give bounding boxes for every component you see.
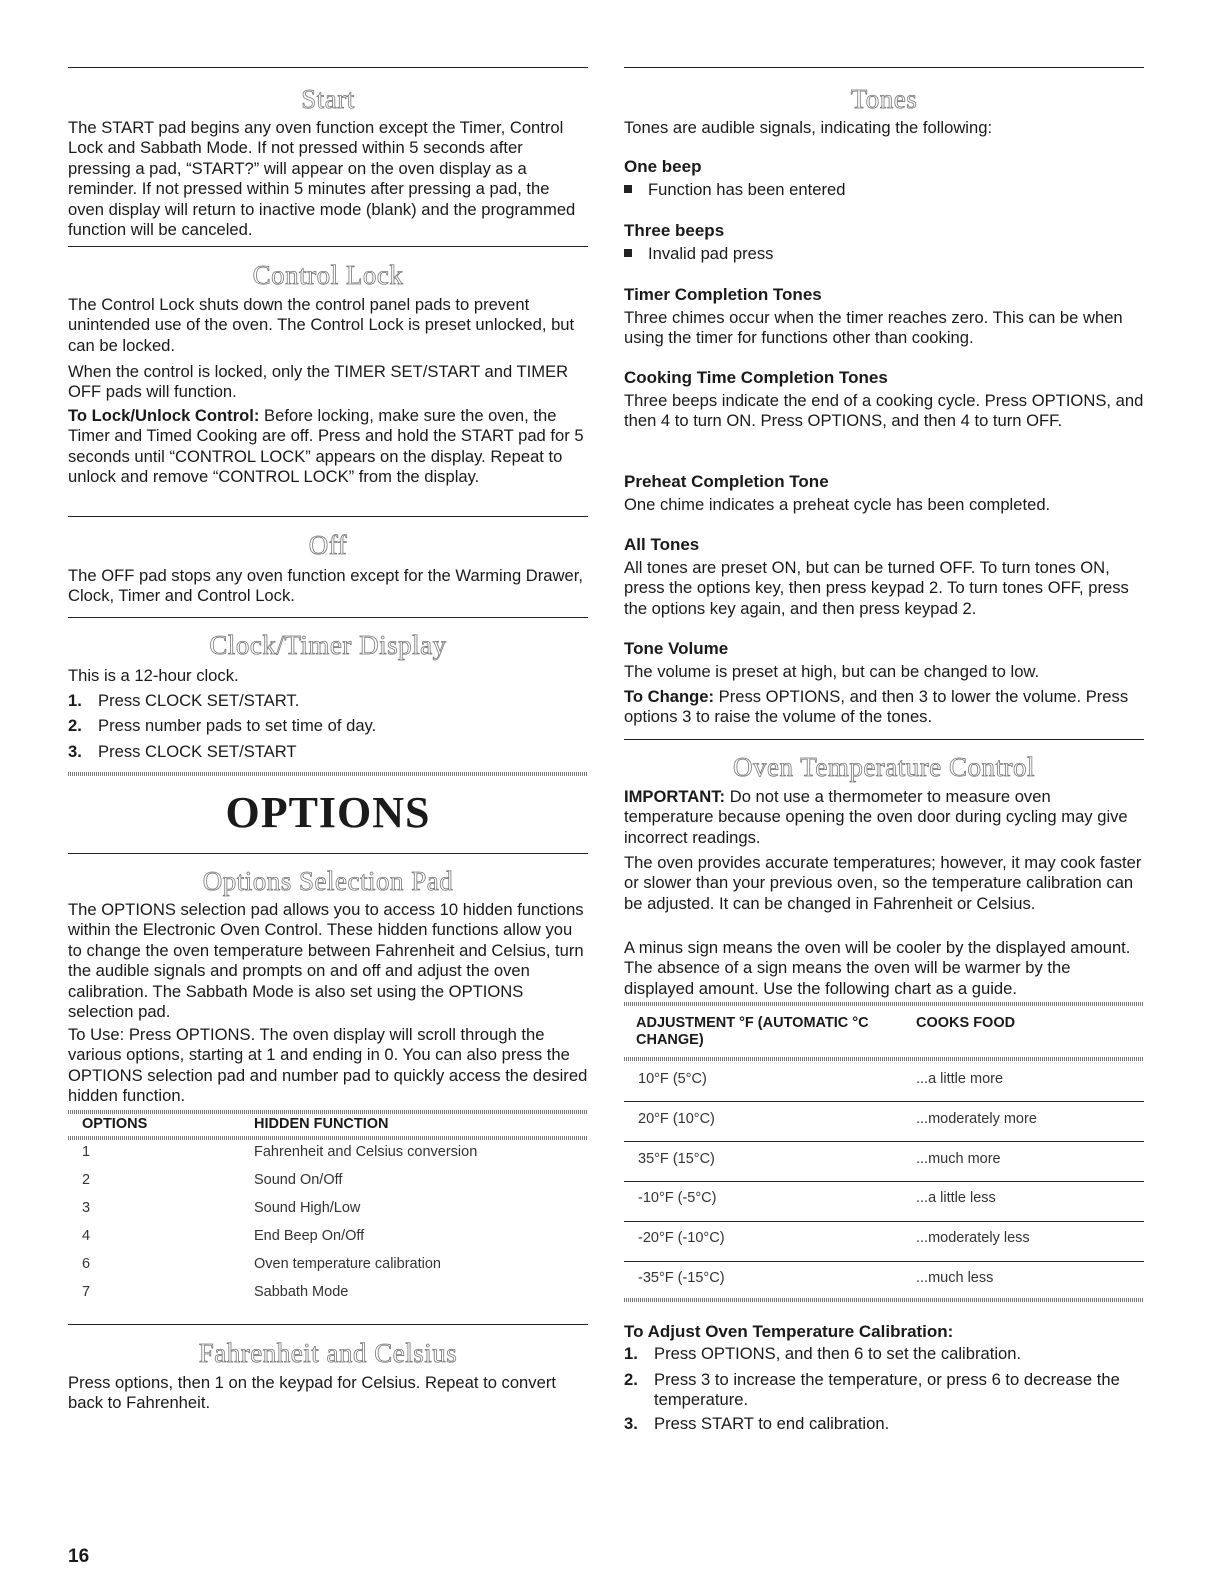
page-number: 16 [68,1546,90,1567]
off-title: Off [308,530,348,560]
temp-row-result: ...a little more [916,1071,1004,1087]
table-row-function: Sound On/Off [254,1172,343,1188]
table-row-function: End Beep On/Off [254,1228,365,1244]
adjust-step-2: 2. Press 3 to increase the temperature, or press 6 to decrease the temperature. [624,1370,1120,1410]
off-body: The OFF pad stops any oven function except for the Warming Drawer, Clock, Timer and Control Lock. [68,566,583,606]
row-divider [624,1181,1144,1182]
tones-intro: Tones are audible signals, indicating the following: [624,118,993,137]
divider [68,246,588,247]
table-row-option: 1 [82,1144,91,1160]
temp-row-adjustment: -20°F (-10°C) [638,1230,725,1246]
important-text: Do not use a thermometer to measure oven temperature because opening the oven door during cycling may give incorrect readings. [624,787,1128,847]
bullet-icon [624,249,632,257]
temp-row-result: ...much less [916,1270,994,1286]
clock-step-1: 1. Press CLOCK SET/START. [68,691,300,710]
temp-row-adjustment: -35°F (-15°C) [638,1270,725,1286]
table-row-option: 3 [82,1200,91,1216]
dotted-divider [624,1057,1144,1061]
volume-heading: Tone Volume [624,639,729,658]
options-pad-title: Options Selection Pad [202,866,454,896]
adjust-step-1: 1. Press OPTIONS, and then 6 to set the calibration. [624,1344,1022,1363]
oven-temp-important [624,787,1144,848]
control-lock-p1: The Control Lock shuts down the control panel pads to prevent unintended use of the oven. The Control Lock is preset unlocked, but can be locked. [68,295,575,355]
divider [624,67,1144,68]
dotted-divider [68,772,588,776]
start-title: Start [301,84,355,114]
clock-step-2: 2. Press number pads to set time of day. [68,716,377,735]
temp-row-result: ...moderately more [916,1111,1037,1127]
all-tones-heading: All Tones [624,535,700,554]
table-row-function: Sabbath Mode [254,1284,349,1300]
oven-temp-title: Oven Temperature Control [732,752,1036,782]
temp-row-result: ...a little less [916,1190,996,1206]
control-lock-label: To Lock/Unlock Control: [68,406,260,425]
row-divider [624,1141,1144,1142]
row-divider [624,1221,1144,1222]
cooks-food-col-header: COOKS FOOD [916,1015,1016,1031]
function-col-header: HIDDEN FUNCTION [254,1116,389,1132]
divider [68,617,588,618]
dotted-divider [624,1298,1144,1302]
options-pad-p1: The OPTIONS selection pad allows you to access 10 hidden functions within the Electronic Oven Control. These hidden functions allow you to change the oven temperature between Fahrenheit and Celsius, turn the audible signals and prompts on and off and adjust the oven calibration. The Sabbath Mode is also set using the OPTIONS selection pad. [68,900,584,1022]
fahrenheit-body: Press options, then 1 on the keypad for Celsius. Repeat to convert back to Fahrenheit. [68,1373,556,1413]
temp-row-adjustment: -10°F (-5°C) [638,1190,717,1206]
divider [68,67,588,68]
row-divider [624,1101,1144,1102]
oven-temp-p3: A minus sign means the oven will be cooler by the displayed amount. The absence of a sign means the oven will be warmer by the displayed amount. Use the following chart as a guide. [624,938,1131,998]
table-row-function: Sound High/Low [254,1200,361,1216]
adjust-heading: To Adjust Oven Temperature Calibration: [624,1322,954,1341]
cooking-heading: Cooking Time Completion Tones [624,368,888,387]
preheat-heading: Preheat Completion Tone [624,472,829,491]
options-pad-p2: To Use: Press OPTIONS. The oven display will scroll through the various options, starting at 1 and ending in 0. You can also press the OPTIONS selection pad and number pad to quickly access the desired hidden function. [68,1025,588,1106]
temp-row-result: ...much more [916,1151,1001,1167]
three-beeps-item: Invalid pad press [624,244,773,264]
temp-row-adjustment: 20°F (10°C) [638,1111,715,1127]
dotted-divider [624,1002,1144,1006]
fahrenheit-title: Fahrenheit and Celsius [198,1338,458,1368]
table-row-option: 6 [82,1256,91,1272]
options-col-header: OPTIONS [82,1116,148,1132]
timer-heading: Timer Completion Tones [624,285,822,304]
divider [68,1324,588,1325]
temp-row-adjustment: 10°F (5°C) [638,1071,707,1087]
volume-change [624,687,1144,728]
dotted-divider [68,1136,588,1140]
volume-body: The volume is preset at high, but can be changed to low. [624,662,1040,681]
bullet-icon [624,185,632,193]
control-lock-p3 [68,406,588,488]
three-beeps-heading: Three beeps [624,221,725,240]
divider [68,516,588,517]
timer-body: Three chimes occur when the timer reaches zero. This can be when using the timer for functions other than cooking. [624,308,1123,348]
table-row-function: Oven temperature calibration [254,1256,441,1272]
clock-intro: This is a 12-hour clock. [68,666,239,685]
all-tones-body: All tones are preset ON, but can be turned OFF. To turn tones ON, press the options key, then press keypad 2. To turn tones OFF, press the options key again, and then press keypad 2. [624,558,1129,618]
cooking-body: Three beeps indicate the end of a cooking cycle. Press OPTIONS, and then 4 to turn ON. Press OPTIONS, and then 4 to turn OFF. [624,391,1144,431]
oven-temp-p2: The oven provides accurate temperatures; however, it may cook faster or slower than your previous oven, so the temperature calibration can be adjusted. It can be changed in Fahrenheit or Celsius. [624,853,1142,913]
table-row-option: 2 [82,1172,91,1188]
control-lock-title: Control Lock [252,260,404,290]
table-row-option: 7 [82,1284,91,1300]
clock-title: Clock/Timer Display [209,630,447,660]
volume-change-text: Press OPTIONS, and then 3 to lower the volume. Press options 3 to raise the volume of the tones. [624,687,1129,727]
control-lock-p2: When the control is locked, only the TIMER SET/START and TIMER OFF pads will function. [68,362,569,402]
important-label: IMPORTANT: [624,787,726,806]
one-beep-heading: One beep [624,157,702,176]
preheat-body: One chime indicates a preheat cycle has been completed. [624,495,1051,514]
table-row-function: Fahrenheit and Celsius conversion [254,1144,478,1160]
one-beep-item: Function has been entered [624,180,845,200]
control-lock-text: Before locking, make sure the oven, the Timer and Timed Cooking are off. Press and hold the START pad for 5 seconds until “CONTROL LOCK” appears on the display. Repeat to unlock and remove “CONTROL LOCK” from the display. [68,406,584,487]
temp-row-result: ...moderately less [916,1230,1030,1246]
adjustment-col-header: ADJUSTMENT °F (AUTOMATIC °C CHANGE) [636,1015,869,1048]
table-row-option: 4 [82,1228,91,1244]
start-body: The START pad begins any oven function except the Timer, Control Lock and Sabbath Mode. If not pressed within 5 seconds after pressing a pad, “START?” will appear on the oven display as a reminder. If not pressed within 5 minutes after pressing a pad, the oven display will return to inactive mode (blank) and the programmed function will be canceled. [68,118,576,240]
divider [624,739,1144,740]
adjust-step-3: 3. Press START to end calibration. [624,1414,890,1433]
options-heading: OPTIONS [225,788,431,837]
temp-row-adjustment: 35°F (15°C) [638,1151,715,1167]
dotted-divider [68,1110,588,1114]
clock-step-3: 3. Press CLOCK SET/START [68,742,297,761]
volume-change-label: To Change: [624,687,715,706]
row-divider [624,1261,1144,1262]
divider [68,853,588,854]
tones-title: Tones [850,84,918,114]
